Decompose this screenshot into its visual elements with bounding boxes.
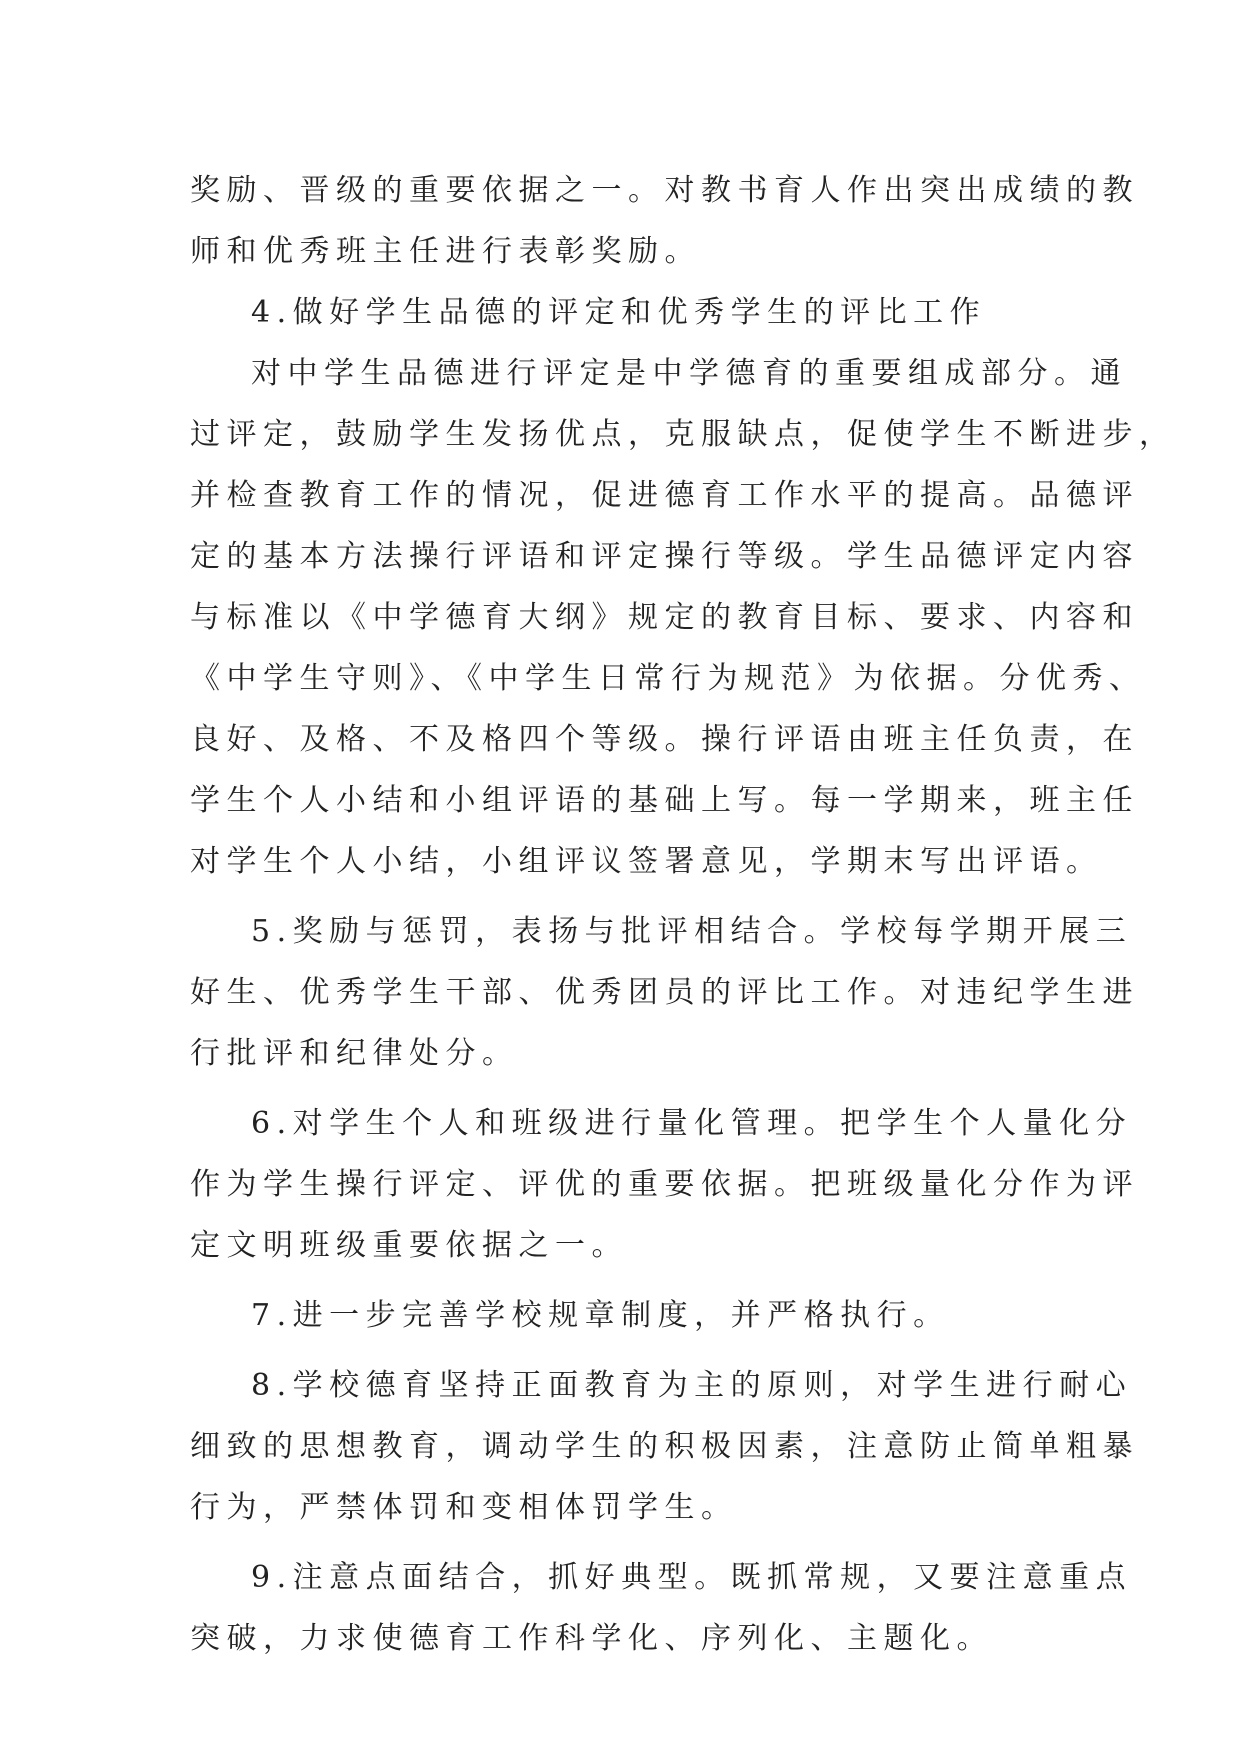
text-line: 定的基本方法操行评语和评定操行等级。学生品德评定内容 (190, 539, 1139, 574)
paragraph-first-line: 9.注意点面结合，抓好典型。既抓常规，又要注意重点 (251, 1560, 1133, 1595)
text-line: 与标准以《中学德育大纲》规定的教育目标、要求、内容和 (190, 600, 1139, 635)
text-line: 作为学生操行评定、评优的重要依据。把班级量化分作为评 (190, 1167, 1139, 1202)
text-line: 行为，严禁体罚和变相体罚学生。 (190, 1490, 738, 1525)
text-line: 定文明班级重要依据之一。 (190, 1228, 628, 1263)
document-body (190, 160, 1176, 1669)
text-line: 师和优秀班主任进行表彰奖励。 (190, 234, 701, 269)
section-heading: 4.做好学生品德的评定和优秀学生的评比工作 (251, 295, 987, 330)
paragraph-first-line: 8.学校德育坚持正面教育为主的原则，对学生进行耐心 (251, 1368, 1133, 1403)
paragraph-first-line: 6.对学生个人和班级进行量化管理。把学生个人量化分 (251, 1106, 1133, 1141)
text-line: 对学生个人小结，小组评议签署意见，学期末写出评语。 (190, 844, 1103, 879)
text-line: 突破，力求使德育工作科学化、序列化、主题化。 (190, 1621, 993, 1656)
text-line: 行批评和纪律处分。 (190, 1036, 519, 1071)
paragraph-first-line: 对中学生品德进行评定是中学德育的重要组成部分。通 (251, 356, 1127, 391)
text-line: 《中学生守则》、《中学生日常行为规范》为依据。分优秀、 (190, 661, 1146, 696)
text-line: 过评定，鼓励学生发扬优点，克服缺点，促使学生不断进步， (190, 417, 1176, 452)
text-line: 好生、优秀学生干部、优秀团员的评比工作。对违纪学生进 (190, 975, 1139, 1010)
text-line: 良好、及格、不及格四个等级。操行评语由班主任负责，在 (190, 722, 1139, 757)
paragraph-first-line: 7.进一步完善学校规章制度，并严格执行。 (251, 1298, 950, 1333)
text-line: 学生个人小结和小组评语的基础上写。每一学期来，班主任 (190, 783, 1139, 818)
text-line: 并检查教育工作的情况，促进德育工作水平的提高。品德评 (190, 478, 1139, 513)
paragraph-first-line: 5.奖励与惩罚，表扬与批评相结合。学校每学期开展三 (251, 914, 1133, 949)
text-line: 奖励、晋级的重要依据之一。对教书育人作出突出成绩的教 (190, 173, 1139, 208)
text-line: 细致的思想教育，调动学生的积极因素，注意防止简单粗暴 (190, 1429, 1139, 1464)
